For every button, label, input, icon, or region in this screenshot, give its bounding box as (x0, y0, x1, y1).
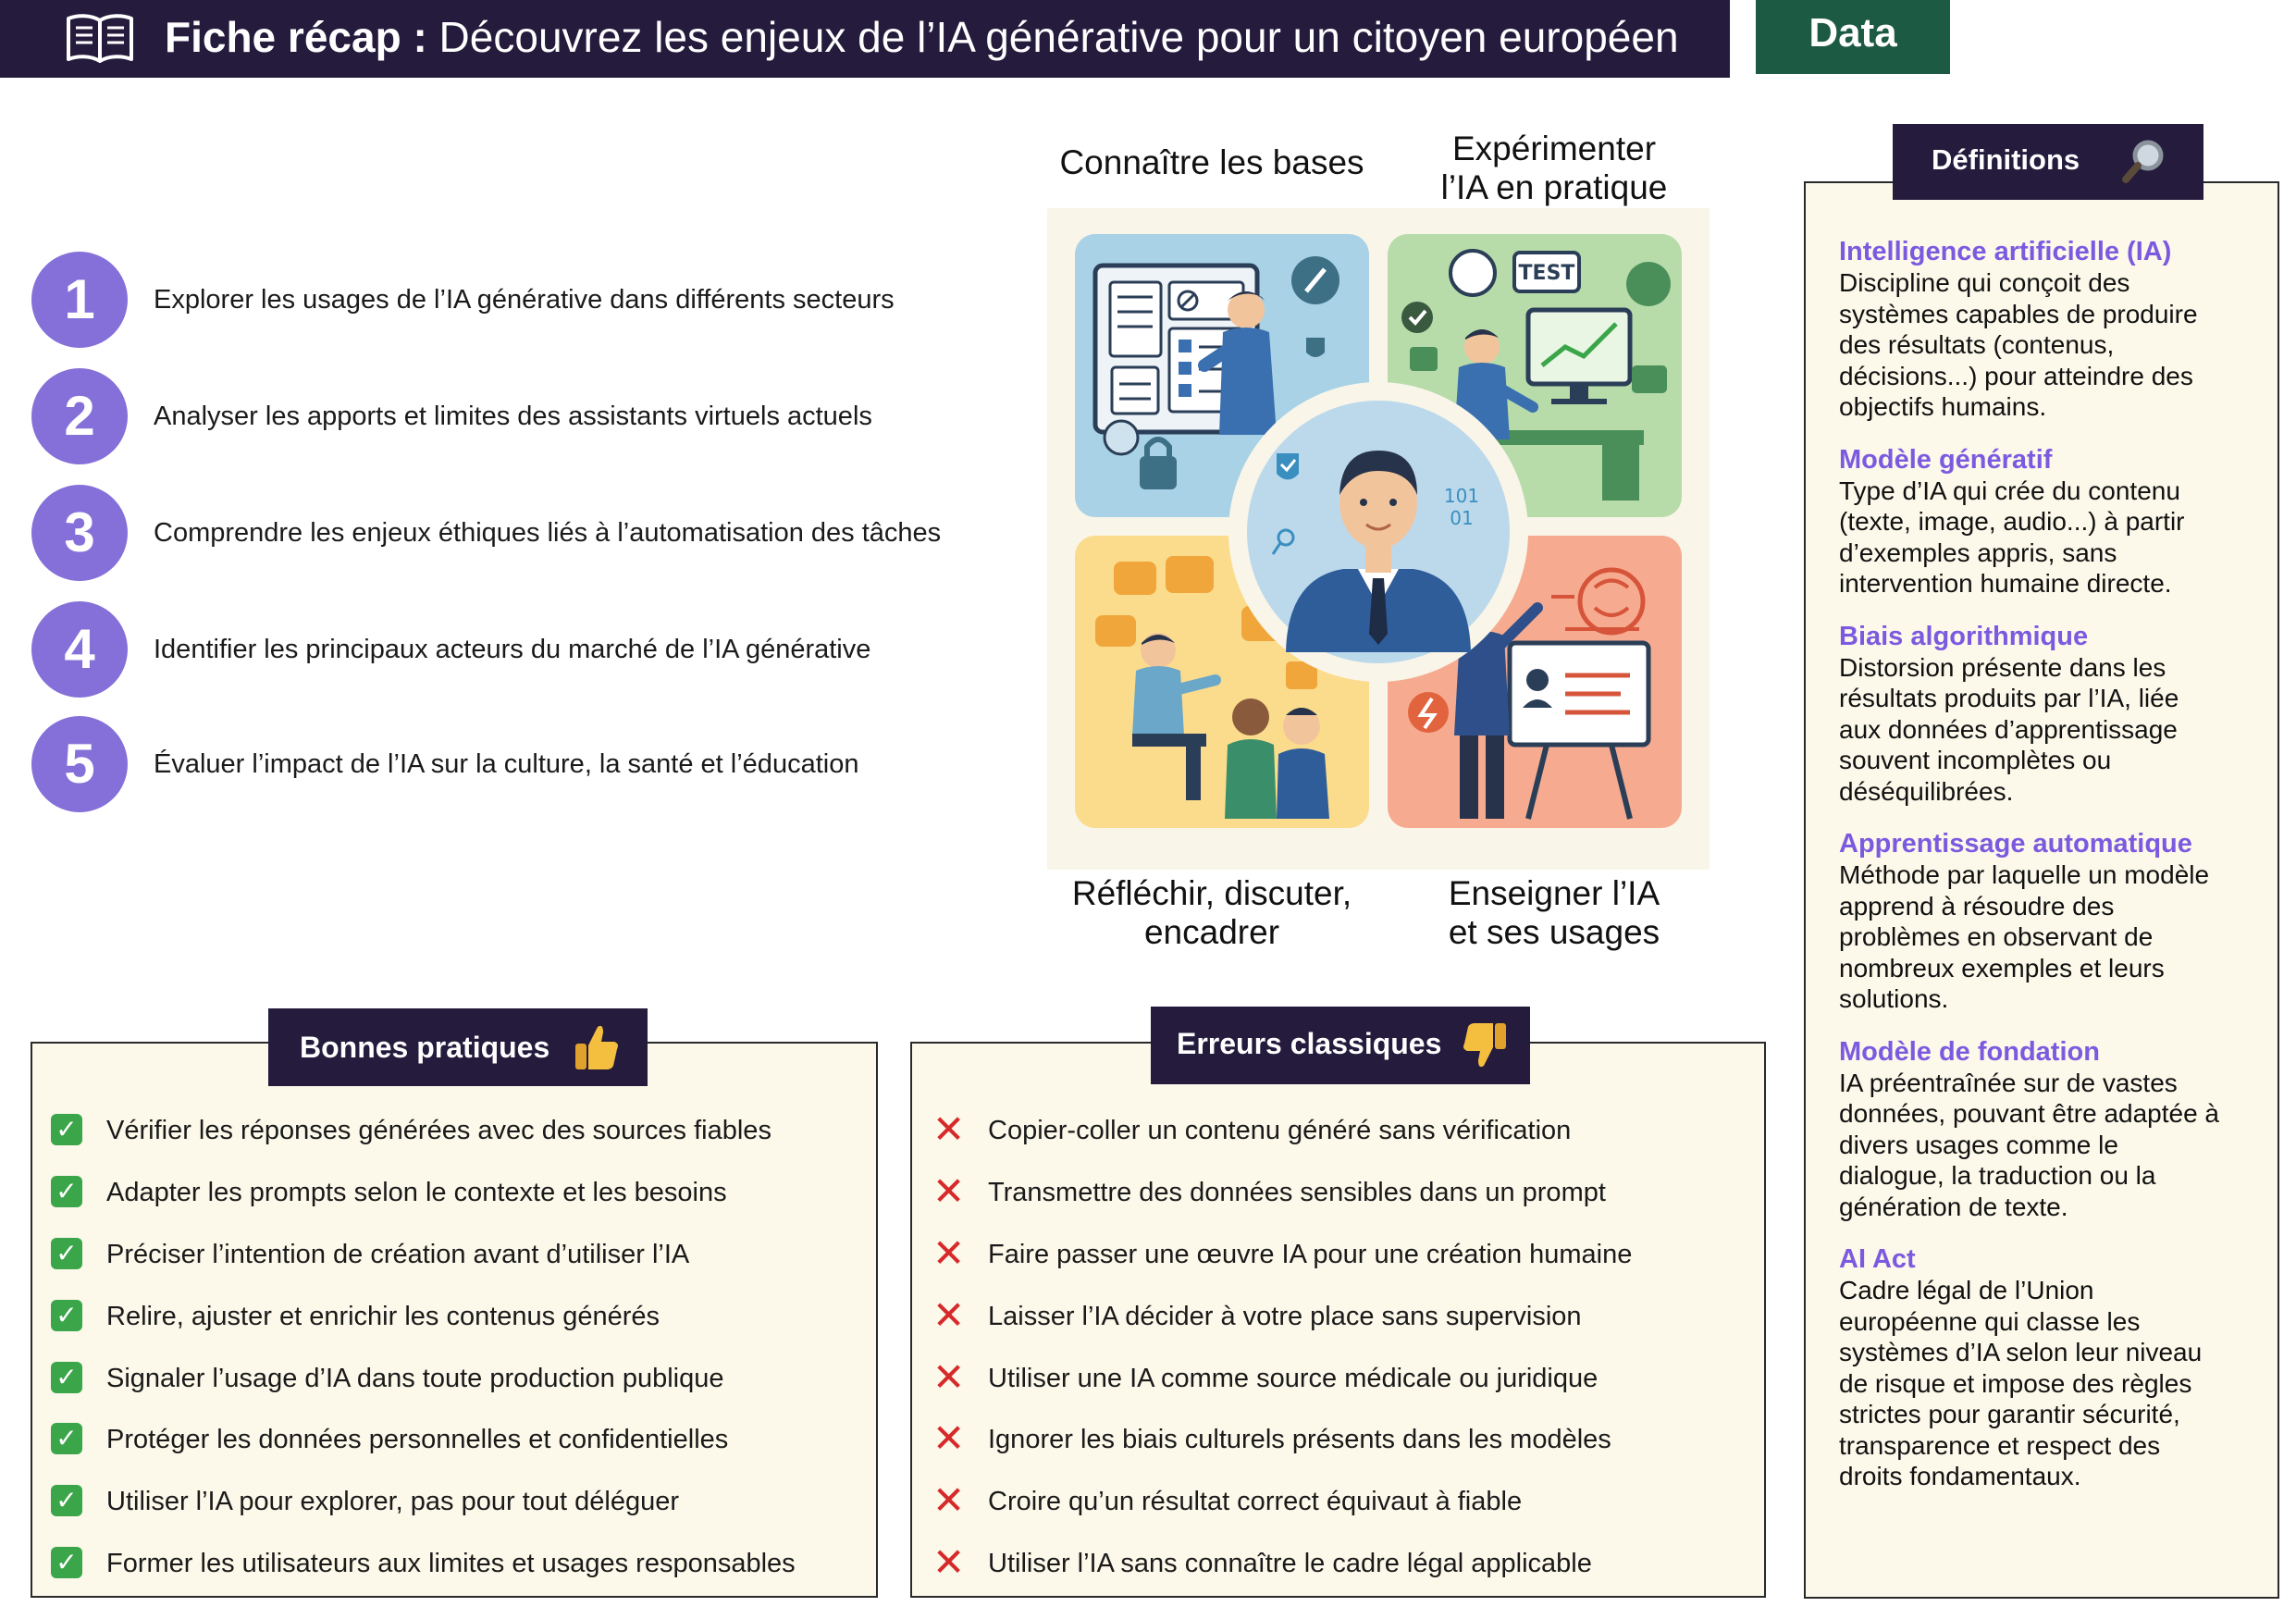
cross-icon: ✕ (932, 1355, 966, 1399)
good-practice-text: Adapter les prompts selon le contexte et les besoins (106, 1178, 727, 1207)
objective-number: 5 (31, 716, 128, 812)
definition-term: Modèle de fondation (1839, 1036, 2100, 1067)
classic-errors-box (910, 1042, 1766, 1598)
classic-errors-title: Erreurs classiques (1177, 1027, 1442, 1060)
binary-text-2: 01 (1450, 507, 1474, 529)
definition-line: Méthode par laquelle un modèle (1839, 860, 2210, 889)
good-practice-text: Signaler l’usage d’IA dans toute production publique (106, 1364, 724, 1393)
binary-text-1: 101 (1443, 485, 1480, 507)
message-icon (1632, 365, 1667, 393)
cross-icon: ✕ (932, 1478, 966, 1522)
thumbs-up-icon (574, 1021, 620, 1071)
list-item (32, 1351, 876, 1406)
quadrant-label-bottom-left (1036, 874, 1388, 952)
quadrant-label-line: Enseigner l’IA (1448, 874, 1660, 912)
good-practice-text: Former les utilisateurs aux limites et usages responsables (106, 1549, 796, 1578)
list-item (32, 1103, 876, 1158)
download-bubble-icon (1450, 251, 1495, 295)
check-icon: ✓ (51, 1176, 82, 1207)
lightning-badge-icon (1408, 692, 1449, 733)
objective-text: Identifier les principaux acteurs du marché de l’IA générative (154, 635, 871, 664)
error-text: Laisser l’IA décider à votre place sans supervision (988, 1302, 1582, 1331)
error-text: Croire qu’un résultat correct équivaut à fiable (988, 1487, 1523, 1516)
objective-item (31, 716, 994, 812)
good-practice-text: Vérifier les réponses générées avec des sources fiables (106, 1116, 772, 1145)
definition-item (1839, 1244, 2277, 1492)
definitions-box (1804, 181, 2279, 1599)
good-practice-text: Préciser l’intention de création avant d’utiliser l’IA (106, 1240, 690, 1269)
open-book-icon (65, 11, 135, 67)
list-item (912, 1289, 1764, 1344)
definition-line: Type d’IA qui crée du contenu (1839, 476, 2180, 505)
cross-icon: ✕ (932, 1169, 966, 1213)
definition-term: AI Act (1839, 1244, 1916, 1274)
good-practice-text: Relire, ajuster et enrichir les contenus générés (106, 1302, 660, 1331)
list-item (912, 1412, 1764, 1467)
error-text: Utiliser une IA comme source médicale ou juridique (988, 1364, 1599, 1393)
objective-item (31, 252, 994, 348)
definition-line: souvent incomplètes ou (1839, 746, 2112, 774)
check-badge-icon (1401, 302, 1433, 333)
page-title (165, 0, 1679, 78)
list-item (32, 1474, 876, 1529)
quadrant-label-line: l’IA en pratique (1440, 168, 1668, 206)
shield-check-icon (1277, 453, 1299, 480)
objective-item (31, 368, 994, 464)
definition-text (1839, 859, 2277, 1015)
good-practices-header (268, 1008, 648, 1086)
good-practices-title: Bonnes pratiques (300, 1031, 550, 1064)
objective-text: Comprendre les enjeux éthiques liés à l’automatisation des tâches (154, 518, 942, 548)
data-badge: Data (1756, 0, 1950, 74)
list-item (32, 1165, 876, 1220)
list-item (912, 1474, 1764, 1529)
page-title-rest: Découvrez les enjeux de l’IA générative pour un citoyen européen (426, 13, 1679, 61)
check-icon: ✓ (51, 1362, 82, 1393)
definition-item (1839, 237, 2277, 423)
definitions-title: Définitions (1932, 143, 2080, 176)
definition-term: Apprentissage automatique (1839, 829, 2192, 859)
definition-text (1839, 476, 2277, 599)
definition-line: génération de texte. (1839, 1192, 2068, 1221)
test-bubble-icon (1514, 253, 1579, 291)
cross-icon: ✕ (932, 1231, 966, 1275)
thumbs-down-icon (1462, 1021, 1508, 1071)
quadrant-label-top-right (1369, 130, 1739, 207)
definition-term: Biais algorithmique (1839, 621, 2089, 651)
lock-small-icon (1410, 347, 1438, 371)
error-text: Faire passer une œuvre IA pour une création humaine (988, 1240, 1633, 1269)
definition-line: objectifs humains. (1839, 392, 2047, 421)
objective-number: 3 (31, 485, 128, 581)
definition-line: déséquilibrées. (1839, 776, 2014, 806)
error-text: Transmettre des données sensibles dans un prompt (988, 1178, 1606, 1207)
list-item (32, 1412, 876, 1467)
quadrant-label-line: Expérimenter (1451, 130, 1657, 167)
good-practice-text: Protéger les données personnelles et confidentielles (106, 1425, 729, 1454)
shield-small-icon (1306, 338, 1325, 357)
quadrant-label-top-left: Connaître les bases (1059, 143, 1364, 181)
list-item (912, 1351, 1764, 1406)
objective-text: Évaluer l’impact de l’IA sur la culture, la santé et l’éducation (154, 749, 859, 779)
list-item (912, 1165, 1764, 1220)
chat-bubble-icon (1626, 262, 1671, 306)
definition-line: intervention humaine directe. (1839, 569, 2172, 598)
definition-line: transparence et respect des (1839, 1430, 2161, 1460)
list-item (32, 1227, 876, 1282)
definition-line: données, pouvant être adaptée à (1839, 1099, 2220, 1128)
translate-bubble-icon (1105, 421, 1138, 454)
objective-item (31, 601, 994, 698)
definition-line: Distorsion présente dans les (1839, 652, 2166, 682)
definition-line: européenne qui classe les (1839, 1306, 2141, 1336)
definition-item (1839, 622, 2277, 808)
definition-line: Cadre légal de l’Union (1839, 1276, 2094, 1304)
check-icon: ✓ (51, 1485, 82, 1516)
definition-line: (texte, image, audio...) à partir (1839, 507, 2185, 536)
definition-line: dialogue, la traduction ou la (1839, 1161, 2156, 1190)
definition-text (1839, 1068, 2277, 1223)
objective-text: Explorer les usages de l’IA générative dans différents secteurs (154, 285, 895, 315)
objective-item (31, 485, 994, 581)
objective-number: 2 (31, 368, 128, 464)
ai-learning-illustration (1047, 208, 1710, 870)
cross-icon: ✕ (932, 1416, 966, 1460)
quadrant-label-bottom-right (1369, 874, 1739, 952)
error-text: Ignorer les biais culturels présents dans les modèles (988, 1425, 1611, 1454)
definition-line: systèmes d’IA selon leur niveau (1839, 1338, 2203, 1366)
definition-line: Discipline qui conçoit des (1839, 268, 2130, 297)
error-text: Utiliser l’IA sans connaître le cadre légal applicable (988, 1549, 1592, 1578)
quadrant-label-line: Réfléchir, discuter, (1071, 874, 1352, 912)
cross-icon: ✕ (932, 1540, 966, 1584)
page-title-bold: Fiche récap : (165, 13, 427, 61)
definition-line: apprend à résoudre des (1839, 891, 2115, 921)
list-item (32, 1289, 876, 1344)
classic-errors-header (1151, 1007, 1530, 1084)
definition-line: droits fondamentaux. (1839, 1462, 2081, 1490)
definition-term: Intelligence artificielle (IA) (1839, 237, 2172, 266)
objective-number: 4 (31, 601, 128, 698)
definition-line: IA préentraînée sur de vastes (1839, 1068, 2178, 1097)
definition-text (1839, 652, 2277, 808)
list-item (912, 1227, 1764, 1282)
cross-icon: ✕ (932, 1293, 966, 1337)
definition-line: problèmes en observant de (1839, 922, 2154, 951)
check-icon: ✓ (51, 1114, 82, 1145)
list-item (32, 1536, 876, 1591)
definition-line: de risque et impose des règles (1839, 1368, 2192, 1398)
definition-term: Modèle génératif (1839, 444, 2053, 475)
check-icon: ✓ (51, 1300, 82, 1331)
definition-item (1839, 445, 2277, 599)
quadrant-label-line: et ses usages (1448, 913, 1660, 951)
definition-line: des résultats (contenus, (1839, 330, 2115, 359)
definition-item (1839, 1037, 2277, 1223)
list-item (912, 1103, 1764, 1158)
test-label: TEST (1518, 262, 1575, 285)
magnifier-icon (2120, 137, 2168, 185)
cross-icon: ✕ (932, 1107, 966, 1151)
definition-line: strictes pour garantir sécurité, (1839, 1400, 2180, 1428)
good-practices-box (31, 1042, 878, 1598)
definition-line: d’exemples appris, sans (1839, 538, 2117, 567)
objective-text: Analyser les apports et limites des assistants virtuels actuels (154, 402, 872, 431)
definition-line: décisions...) pour atteindre des (1839, 361, 2193, 390)
definition-line: nombreux exemples et leurs (1839, 953, 2165, 983)
definition-line: solutions. (1839, 984, 1949, 1013)
definition-line: divers usages comme le (1839, 1130, 2118, 1159)
definition-line: systèmes capables de produire (1839, 299, 2198, 328)
definition-item (1839, 829, 2277, 1015)
quadrant-label-line: encadrer (1143, 913, 1280, 951)
error-text: Copier-coller un contenu généré sans vérification (988, 1116, 1572, 1145)
list-item (912, 1536, 1764, 1591)
objective-number: 1 (31, 252, 128, 348)
check-icon: ✓ (51, 1238, 82, 1269)
check-icon: ✓ (51, 1547, 82, 1578)
definition-text (1839, 267, 2277, 423)
good-practice-text: Utiliser l’IA pour explorer, pas pour tout déléguer (106, 1487, 680, 1516)
definition-line: aux données d’apprentissage (1839, 714, 2178, 744)
definition-line: résultats produits par l’IA, liée (1839, 684, 2179, 712)
definitions-header (1893, 124, 2203, 200)
definition-text (1839, 1275, 2277, 1492)
check-icon: ✓ (51, 1423, 82, 1454)
